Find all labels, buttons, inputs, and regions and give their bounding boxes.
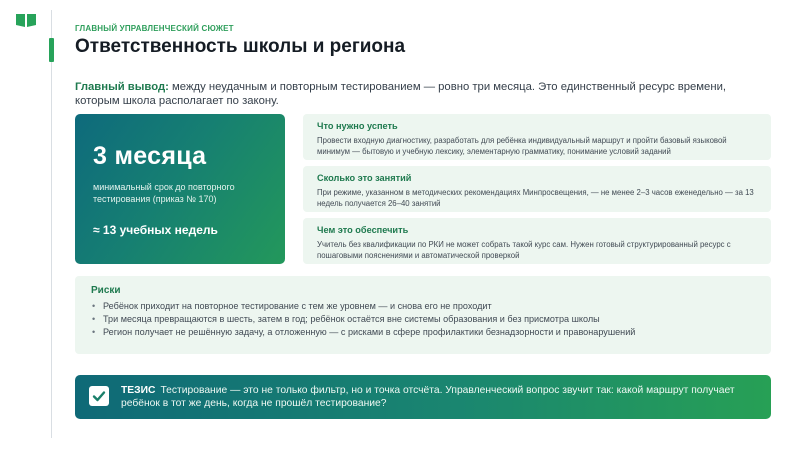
main-conclusion	[75, 80, 765, 108]
info-card-resources	[303, 218, 771, 264]
risk-item: • Три месяца превращаются в шесть, затем в год; ребёнок остаётся вне системы образования и без присмотра школы	[91, 313, 755, 326]
risks-title: Риски	[91, 285, 121, 296]
main-conclusion-text: между неудачным и повторным тестированием — ровно три месяца. Это единственный ресурс времени, которым школа располагает по закону.	[75, 81, 727, 107]
highlight-card	[75, 114, 285, 264]
info-card-title: Что нужно успеть	[317, 121, 398, 131]
page-title: Ответственность школы и региона	[75, 36, 406, 57]
section-eyebrow: ГЛАВНЫЙ УПРАВЛЕНЧЕСКИЙ СЮЖЕТ	[75, 24, 234, 33]
highlight-value: 3 месяца	[93, 142, 207, 170]
vertical-divider	[51, 10, 52, 438]
checkmark-icon	[89, 386, 109, 406]
open-book-icon	[15, 12, 37, 28]
info-card-todo	[303, 114, 771, 160]
info-card-title: Сколько это занятий	[317, 173, 412, 183]
info-card-text: При режиме, указанном в методических рекомендациях Минпросвещения, — не менее 2–3 часов еженедельно — за 13 недель получается 26–40 занятий	[317, 188, 754, 208]
highlight-weeks: ≈ 13 учебных недель	[93, 223, 218, 237]
thesis-label: ТЕЗИС	[121, 385, 156, 396]
risks-list	[91, 300, 755, 339]
highlight-caption: минимальный срок до повторного тестирования (приказ № 170)	[93, 182, 235, 204]
info-card-text: Учитель без квалификации по РКИ не может собрать такой курс сам. Нужен готовый структурированный ресурс с пошаговыми пояснениями и автоматической проверкой	[317, 240, 731, 260]
thesis-banner	[75, 375, 771, 419]
main-conclusion-label: Главный вывод:	[75, 81, 169, 93]
risk-item: • Регион получает не решённую задачу, а отложенную — с рисками в сфере профилактики безнадзорности и правонарушений	[91, 326, 755, 339]
info-card-lessons	[303, 166, 771, 212]
info-card-title: Чем это обеспечить	[317, 225, 409, 235]
risks-panel	[75, 276, 771, 354]
thesis-body: Тестирование — это не только фильтр, но и точка отсчёта. Управленческий вопрос звучит так: какой маршрут получает ребёнок в тот же день, когда не прошёл тестирование?	[121, 385, 735, 409]
thesis-text	[121, 384, 755, 410]
risk-item: • Ребёнок приходит на повторное тестирование с тем же уровнем — и снова его не проходит	[91, 300, 755, 313]
info-card-text: Провести входную диагностику, разработать для ребёнка индивидуальный маршрут и пройти базовый языковой минимум — бытовую и учебную лексику, элементарную грамматику, понимание условий заданий	[317, 136, 727, 156]
title-accent-bar	[49, 38, 54, 62]
